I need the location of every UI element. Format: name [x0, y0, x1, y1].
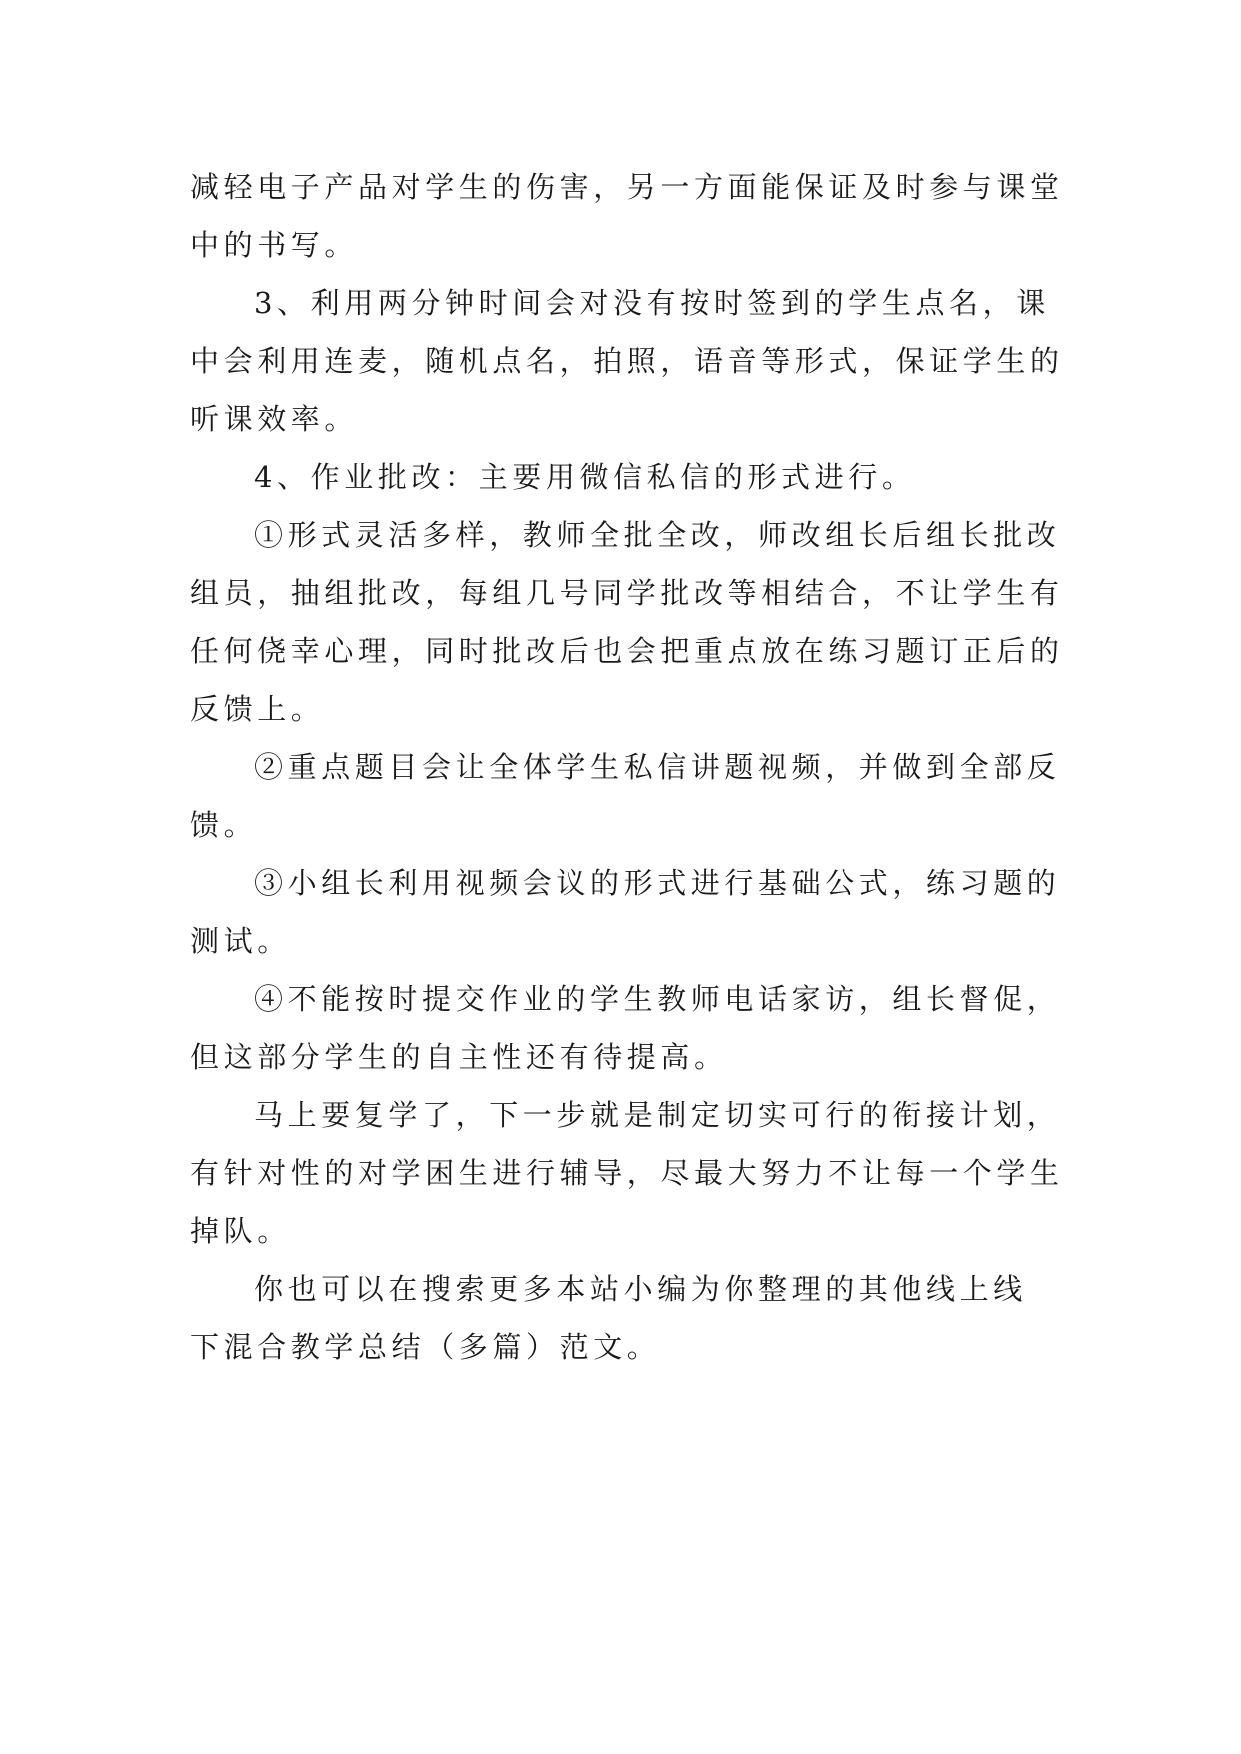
text-line: 下混合教学总结（多篇）范文。	[190, 1330, 661, 1364]
document-body	[190, 158, 1064, 1376]
text-line: 任何侥幸心理，同时批改后也会把重点放在练习题订正后的	[190, 634, 1064, 668]
text-line: 组员，抽组批改，每组几号同学批改等相结合，不让学生有	[190, 576, 1064, 610]
text-line: 3、利用两分钟时间会对没有按时签到的学生点名，课	[254, 286, 1050, 320]
text-line: 有针对性的对学困生进行辅导，尽最大努力不让每一个学生	[190, 1156, 1064, 1190]
text-line: ①形式灵活多样，教师全批全改，师改组长后组长批改	[254, 518, 1061, 552]
text-line: ③小组长利用视频会议的形式进行基础公式，练习题的	[254, 866, 1061, 900]
text-line: 减轻电子产品对学生的伤害，另一方面能保证及时参与课堂	[190, 170, 1064, 204]
text-line: 马上要复学了，下一步就是制定切实可行的衔接计划，	[254, 1098, 1061, 1132]
text-line: 馈。	[190, 808, 258, 842]
text-line: ④不能按时提交作业的学生教师电话家访，组长督促，	[254, 982, 1061, 1016]
text-line: 中会利用连麦，随机点名，拍照，语音等形式，保证学生的	[190, 344, 1064, 378]
text-line: 你也可以在搜索更多本站小编为你整理的其他线上线	[254, 1272, 1027, 1306]
text-line: 反馈上。	[190, 692, 325, 726]
text-line: 4、作业批改：主要用微信私信的形式进行。	[254, 460, 916, 494]
text-line: 但这部分学生的自主性还有待提高。	[190, 1040, 728, 1074]
text-line: 中的书写。	[190, 228, 359, 262]
text-line: 测试。	[190, 924, 291, 958]
text-line: 听课效率。	[190, 402, 359, 436]
text-line: ②重点题目会让全体学生私信讲题视频，并做到全部反	[254, 750, 1061, 784]
text-line: 掉队。	[190, 1214, 291, 1248]
